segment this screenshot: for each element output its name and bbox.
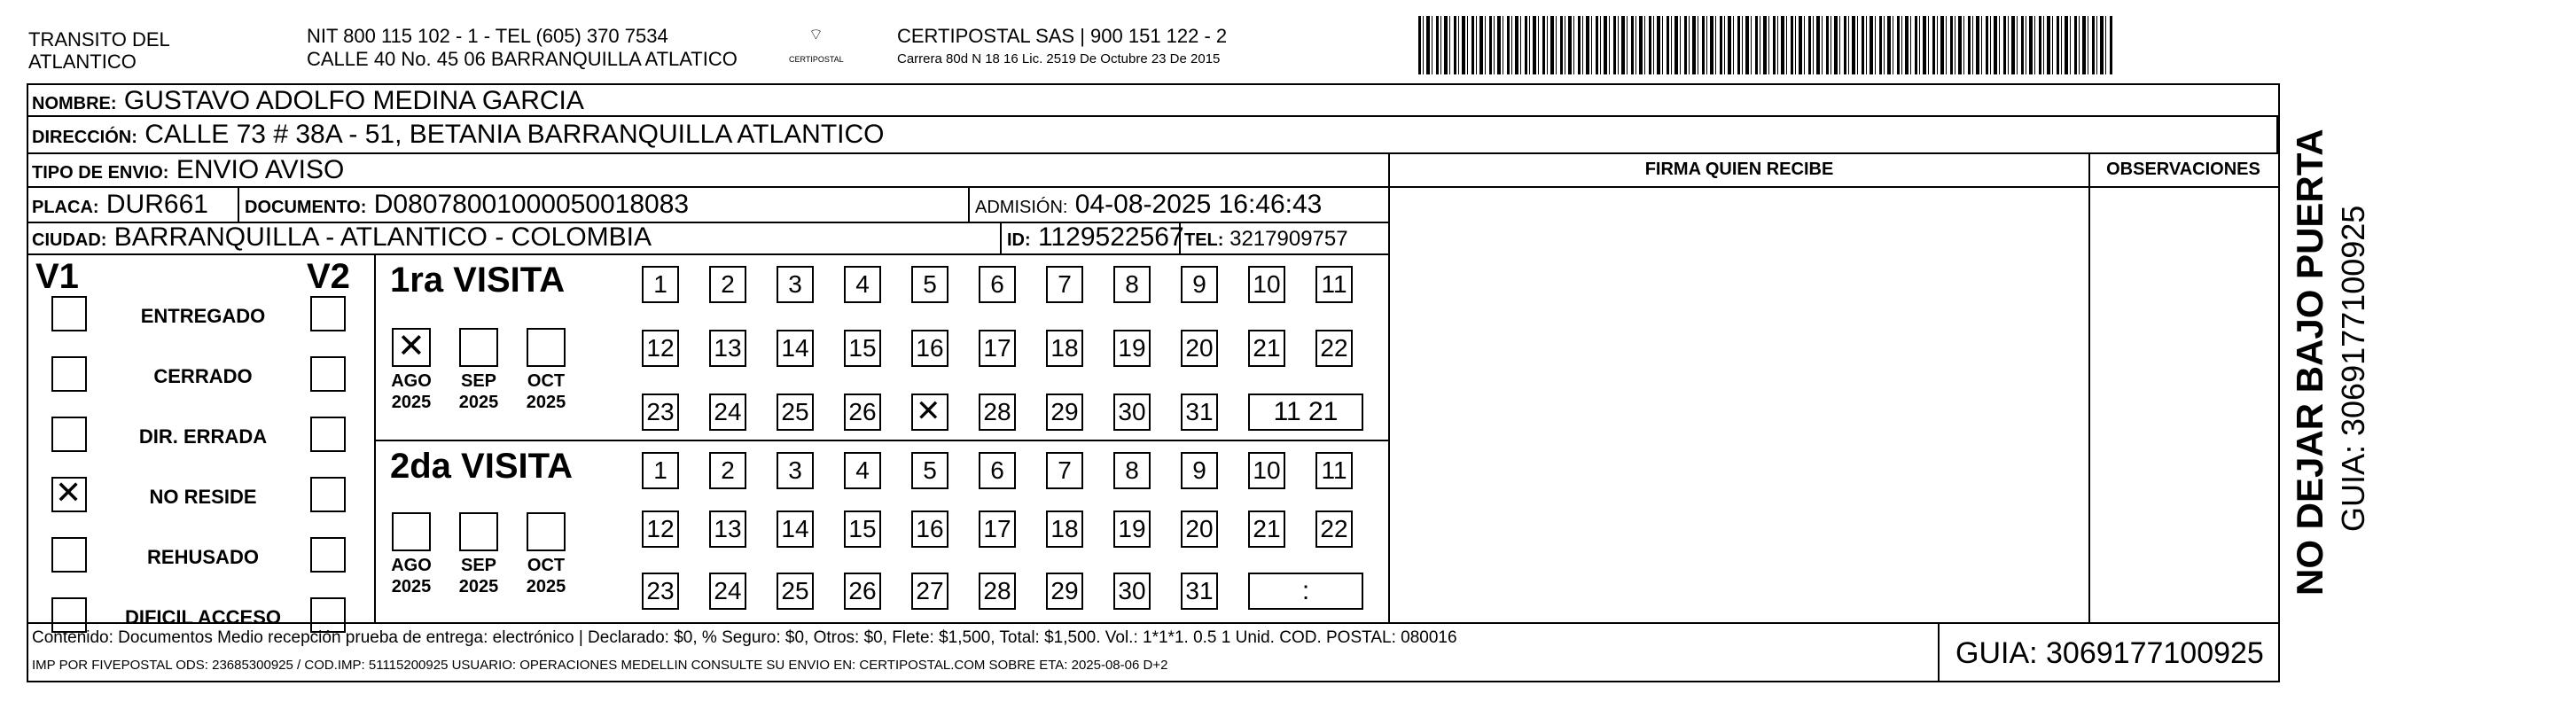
v2-checkbox-dir-errada[interactable] <box>310 417 346 452</box>
first-visit-day[interactable]: 17 <box>979 330 1016 367</box>
admision-value: 04-08-2025 16:46:43 <box>1074 190 1323 219</box>
status-label: REHUSADO <box>147 546 259 568</box>
second-visit-day[interactable]: 4 <box>844 452 881 489</box>
second-visit-day[interactable]: 30 <box>1113 573 1151 610</box>
first-visit-month-checkbox[interactable] <box>527 328 566 367</box>
second-visit-day[interactable]: 23 <box>642 573 679 610</box>
id-label: ID: <box>1007 230 1031 250</box>
v1-checkbox-no-reside[interactable] <box>51 477 87 512</box>
first-visit-day[interactable]: 16 <box>911 330 948 367</box>
row-nombre <box>32 85 584 120</box>
tipo-value: ENVIO AVISO <box>176 155 345 184</box>
first-visit-day[interactable]: 1 <box>642 266 679 303</box>
second-visit-day[interactable]: 8 <box>1113 452 1151 489</box>
first-visit-day[interactable]: 23 <box>642 394 679 431</box>
first-visit-day[interactable]: 26 <box>844 394 881 431</box>
v2-checkbox-no-reside[interactable] <box>310 477 346 512</box>
v2-label: V2 <box>307 257 350 296</box>
documento-value: D08078001000050018083 <box>373 190 690 219</box>
status-label: DIR. ERRADA <box>138 425 268 448</box>
footer-contenido: Contenido: Documentos Medio recepción prueba de entrega: electrónico | Declarado: $0, % Seguro: $0, Otros: $0, Flete: $1,500, Total: $1,500. Vol.: 1*1*1. 0.5 1 Unid. COD. POSTAL: 080016 <box>32 628 1457 647</box>
documento-label: DOCUMENTO: <box>245 198 367 217</box>
row-direccion <box>32 119 884 153</box>
second-visit-title: 2da VISITA <box>390 447 573 486</box>
first-visit-day[interactable]: 31 <box>1181 394 1218 431</box>
admision-label: ADMISIÓN: <box>975 198 1068 217</box>
first-visit-day[interactable]: 20 <box>1181 330 1218 367</box>
second-visit-hour[interactable]: : <box>1248 573 1363 610</box>
first-visit-day[interactable]: 4 <box>844 266 881 303</box>
second-visit-day[interactable]: 25 <box>777 573 814 610</box>
second-visit-day[interactable]: 11 <box>1315 452 1353 489</box>
first-visit-day[interactable]: 8 <box>1113 266 1151 303</box>
first-visit-hour[interactable]: 11 21 <box>1248 394 1363 431</box>
direccion-label: DIRECCIÓN: <box>32 128 137 147</box>
second-visit-day[interactable]: 20 <box>1181 510 1218 548</box>
second-visit-day[interactable]: 7 <box>1046 452 1083 489</box>
status-label: DIFICIL ACCESO <box>124 606 281 628</box>
footer-guia: GUIA: 3069177100925 <box>1955 636 2264 670</box>
first-visit-day[interactable]: 25 <box>777 394 814 431</box>
v1-checkbox-entregado[interactable] <box>51 296 87 331</box>
sender-line-2: ATLANTICO <box>28 51 137 73</box>
row-admision <box>975 189 1322 223</box>
second-visit-month-checkbox[interactable] <box>392 512 431 551</box>
v2-checkbox-cerrado[interactable] <box>310 356 346 392</box>
second-visit-day[interactable]: 10 <box>1248 452 1285 489</box>
sender-name <box>28 28 170 73</box>
v1-checkbox-rehusado[interactable] <box>51 537 87 573</box>
row-tipo-envio <box>32 154 344 189</box>
sender-line-1: TRANSITO DEL <box>28 28 170 51</box>
v1-checkbox-dificil-acceso[interactable] <box>51 597 87 633</box>
observaciones-header: OBSERVACIONES <box>2106 160 2260 179</box>
carrier-name: CERTIPOSTAL SAS | 900 151 122 - 2 <box>897 25 1228 47</box>
first-visit-day[interactable]: 19 <box>1113 330 1151 367</box>
placa-value: DUR661 <box>105 190 208 219</box>
month-label: SEP 2025 <box>458 371 499 412</box>
month-label: AGO 2025 <box>391 556 432 596</box>
second-visit-day[interactable]: 15 <box>844 510 881 548</box>
second-visit-day[interactable]: 6 <box>979 452 1016 489</box>
row-ciudad <box>32 222 652 256</box>
firma-header: FIRMA QUIEN RECIBE <box>1644 160 1834 179</box>
nombre-value: GUSTAVO ADOLFO MEDINA GARCIA <box>123 86 584 115</box>
v1-checkbox-cerrado[interactable] <box>51 356 87 392</box>
second-visit-day[interactable]: 12 <box>642 510 679 548</box>
first-visit-day[interactable]: 21 <box>1248 330 1285 367</box>
first-visit-day[interactable]: 18 <box>1046 330 1083 367</box>
ciudad-label: CIUDAD: <box>32 230 107 250</box>
second-visit-month-checkbox[interactable] <box>459 512 498 551</box>
certipostal-logo-icon: ⌔ <box>808 26 824 43</box>
month-label: OCT 2025 <box>526 556 566 596</box>
first-visit-day[interactable]: 11 <box>1315 266 1353 303</box>
second-visit-day[interactable]: 27 <box>911 573 948 610</box>
nombre-label: NOMBRE: <box>32 94 117 113</box>
second-visit-day[interactable]: 3 <box>777 452 814 489</box>
placa-label: PLACA: <box>32 198 99 217</box>
second-visit-day[interactable]: 5 <box>911 452 948 489</box>
second-visit-month-checkbox[interactable] <box>527 512 566 551</box>
certipostal-logo-text: CERTIPOSTAL <box>789 55 844 64</box>
month-label: AGO 2025 <box>391 371 432 412</box>
first-visit-day[interactable]: 15 <box>844 330 881 367</box>
second-visit-day[interactable]: 21 <box>1248 510 1285 548</box>
first-visit-day[interactable]: 30 <box>1113 394 1151 431</box>
row-id <box>1007 222 1184 256</box>
row-documento <box>245 189 689 223</box>
v1-label: V1 <box>35 257 79 296</box>
first-visit-day[interactable]: 9 <box>1181 266 1218 303</box>
status-label: CERRADO <box>153 365 253 387</box>
second-visit-day[interactable]: 18 <box>1046 510 1083 548</box>
v1-checkbox-dir-errada[interactable] <box>51 417 87 452</box>
warning-text: NO DEJAR BAJO PUERTA <box>2289 129 2330 596</box>
footer-impresion: IMP POR FIVEPOSTAL ODS: 23685300925 / COD.IMP: 51115200925 USUARIO: OPERACIONES MEDELLIN CONSULTE SU ENVIO EN: CERTIPOSTAL.COM SOBRE ETA: 2025-08-06 D+2 <box>32 658 1168 673</box>
first-visit-day[interactable]: 13 <box>709 330 746 367</box>
first-visit-day[interactable]: 29 <box>1046 394 1083 431</box>
first-visit-day[interactable]: 22 <box>1315 330 1353 367</box>
second-visit-day[interactable]: 16 <box>911 510 948 548</box>
second-visit-day[interactable]: 1 <box>642 452 679 489</box>
second-visit-day[interactable]: 19 <box>1113 510 1151 548</box>
carrier-license: Carrera 80d N 18 16 Lic. 2519 De Octubre 23 De 2015 <box>897 51 1221 66</box>
second-visit-day[interactable]: 31 <box>1181 573 1218 610</box>
id-value: 1129522567 <box>1038 222 1184 252</box>
first-visit-month-checkbox[interactable] <box>392 328 431 367</box>
first-visit-day[interactable]: 14 <box>777 330 814 367</box>
second-visit-day[interactable]: 9 <box>1181 452 1218 489</box>
first-visit-title: 1ra VISITA <box>390 261 566 300</box>
tel-label: TEL: <box>1184 230 1224 250</box>
second-visit-day[interactable]: 2 <box>709 452 746 489</box>
v2-checkbox-rehusado[interactable] <box>310 537 346 573</box>
first-visit-month-checkbox[interactable] <box>459 328 498 367</box>
first-visit-day[interactable]: 6 <box>979 266 1016 303</box>
first-visit-day[interactable]: 10 <box>1248 266 1285 303</box>
second-visit-day[interactable]: 13 <box>709 510 746 548</box>
second-visit-day[interactable]: 17 <box>979 510 1016 548</box>
month-label: OCT 2025 <box>526 371 566 412</box>
v2-checkbox-dificil-acceso[interactable] <box>310 597 346 633</box>
second-visit-day[interactable]: 24 <box>709 573 746 610</box>
tel-value: 3217909757 <box>1229 227 1348 251</box>
row-placa <box>32 189 208 223</box>
ciudad-value: BARRANQUILLA - ATLANTICO - COLOMBIA <box>113 222 652 252</box>
tipo-label: TIPO DE ENVIO: <box>32 163 169 183</box>
second-visit-day[interactable]: 14 <box>777 510 814 548</box>
first-visit-day[interactable]: 24 <box>709 394 746 431</box>
second-visit-day[interactable]: 28 <box>979 573 1016 610</box>
first-visit-day[interactable]: 2 <box>709 266 746 303</box>
direccion-value: CALLE 73 # 38A - 51, BETANIA BARRANQUILLA ATLANTICO <box>144 120 885 149</box>
second-visit-day[interactable]: 26 <box>844 573 881 610</box>
first-visit-day[interactable]: 3 <box>777 266 814 303</box>
status-label: NO RESIDE <box>149 486 257 508</box>
first-visit-day[interactable]: 28 <box>979 394 1016 431</box>
first-visit-day[interactable]: 12 <box>642 330 679 367</box>
first-visit-day[interactable]: 7 <box>1046 266 1083 303</box>
second-visit-day[interactable]: 29 <box>1046 573 1083 610</box>
side-guia: GUIA: 3069177100925 <box>2335 205 2371 532</box>
month-label: SEP 2025 <box>458 556 499 596</box>
v2-checkbox-entregado[interactable] <box>310 296 346 331</box>
sender-nit: NIT 800 115 102 - 1 - TEL (605) 370 7534 <box>307 25 668 47</box>
barcode <box>1418 16 2114 74</box>
row-tel <box>1184 223 1348 256</box>
first-visit-day[interactable] <box>911 394 948 431</box>
sender-address: CALLE 40 No. 45 06 BARRANQUILLA ATLATICO <box>307 48 738 70</box>
status-label: ENTREGADO <box>140 305 266 327</box>
second-visit-day[interactable]: 22 <box>1315 510 1353 548</box>
first-visit-day[interactable]: 5 <box>911 266 948 303</box>
